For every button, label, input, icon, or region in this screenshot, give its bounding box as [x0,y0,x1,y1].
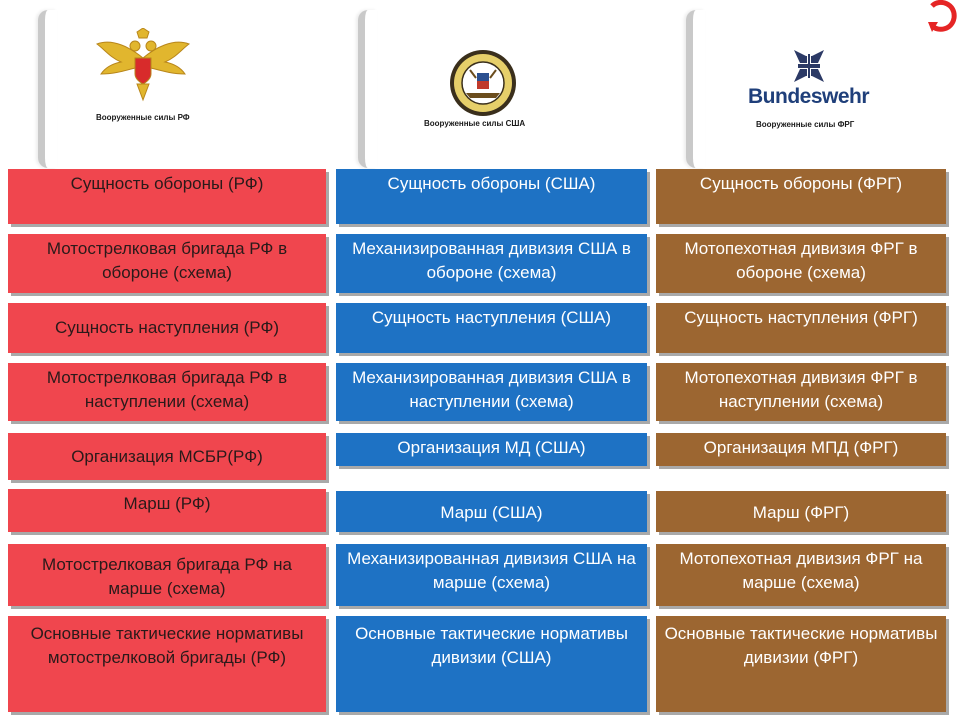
cell-label: Мотострелковая бригада РФ в обороне (схема) [46,239,288,282]
frg-division-organization-button[interactable] [656,433,946,466]
frg-division-march-scheme-button[interactable] [656,544,946,606]
us-logo-caption: Вооруженные силы США [424,119,526,128]
cell-label: Механизированная дивизия США в обороне (схема) [352,239,631,282]
cell-label: Сущность наступления (США) [371,308,612,327]
us-division-defense-scheme-button[interactable] [336,234,647,293]
us-division-offense-scheme-button[interactable] [336,363,647,421]
cell-label: Сущность обороны (США) [387,174,596,193]
us-tactical-standards-button[interactable] [336,616,647,712]
us-defense-essence-button[interactable] [336,169,647,224]
rf-brigade-offense-scheme-button[interactable] [8,363,326,421]
cell-label: Организация МСБР(РФ) [71,447,263,466]
cell-label: Марш (РФ) [123,494,211,513]
rf-logo-caption: Вооруженные силы РФ [96,113,190,122]
iron-cross-icon [794,50,824,82]
cell-label: Основные тактические нормативы дивизии (ФРГ) [664,624,938,667]
cell-label: Марш (ФРГ) [752,503,850,522]
cell-label: Организация МПД (ФРГ) [703,438,899,457]
cell-label: Сущность обороны (РФ) [70,174,264,193]
frg-defense-essence-button[interactable] [656,169,946,224]
cell-label: Мотопехотная дивизия ФРГ на марше (схема) [679,549,923,592]
us-logo-panel [358,10,643,170]
panel-bracket [38,10,57,168]
us-division-march-scheme-button[interactable] [336,544,647,606]
frg-tactical-standards-button[interactable] [656,616,946,712]
rf-brigade-organization-button[interactable] [8,433,326,480]
cell-label: Мотострелковая бригада РФ на марше (схема) [41,555,293,598]
rf-defense-essence-button[interactable] [8,169,326,224]
frg-division-offense-scheme-button[interactable] [656,363,946,421]
return-arrow-icon[interactable] [926,0,958,34]
cell-label: Сущность наступления (ФРГ) [684,308,918,327]
us-army-seal-icon [448,48,518,118]
cell-label: Мотострелковая бригада РФ в наступлении (схема) [46,368,288,411]
rf-march-button[interactable] [8,489,326,532]
double-headed-eagle-icon [93,28,193,102]
rf-tactical-standards-button[interactable] [8,616,326,712]
cell-label: Механизированная дивизия США в наступлении (схема) [352,368,631,411]
bundeswehr-wordmark: Bundeswehr [748,85,870,108]
frg-division-defense-scheme-button[interactable] [656,234,946,293]
cell-label: Марш (США) [440,503,543,522]
frg-logo-caption: Вооруженные силы ФРГ [756,120,855,129]
cell-label: Мотопехотная дивизия ФРГ в обороне (схема) [684,239,918,282]
panel-bracket [686,10,705,168]
rf-brigade-march-scheme-button[interactable] [8,544,326,606]
cell-label: Механизированная дивизия США на марше (схема) [347,549,636,592]
rf-logo-panel [38,10,323,170]
frg-logo-panel [686,10,960,170]
rf-offense-essence-button[interactable] [8,303,326,353]
us-division-organization-button[interactable] [336,433,647,466]
cell-label: Основные тактические нормативы дивизии (США) [355,624,628,667]
panel-bracket [358,10,377,168]
us-march-button[interactable] [336,491,647,532]
frg-offense-essence-button[interactable] [656,303,946,353]
cell-label: Организация МД (США) [397,438,586,457]
cell-label: Основные тактические нормативы мотострелковой бригады (РФ) [30,624,304,667]
cell-label: Сущность наступления (РФ) [54,318,280,337]
us-offense-essence-button[interactable] [336,303,647,353]
frg-march-button[interactable] [656,491,946,532]
rf-brigade-defense-scheme-button[interactable] [8,234,326,293]
cell-label: Мотопехотная дивизия ФРГ в наступлении (схема) [684,368,918,411]
cell-label: Сущность обороны (ФРГ) [699,174,903,193]
